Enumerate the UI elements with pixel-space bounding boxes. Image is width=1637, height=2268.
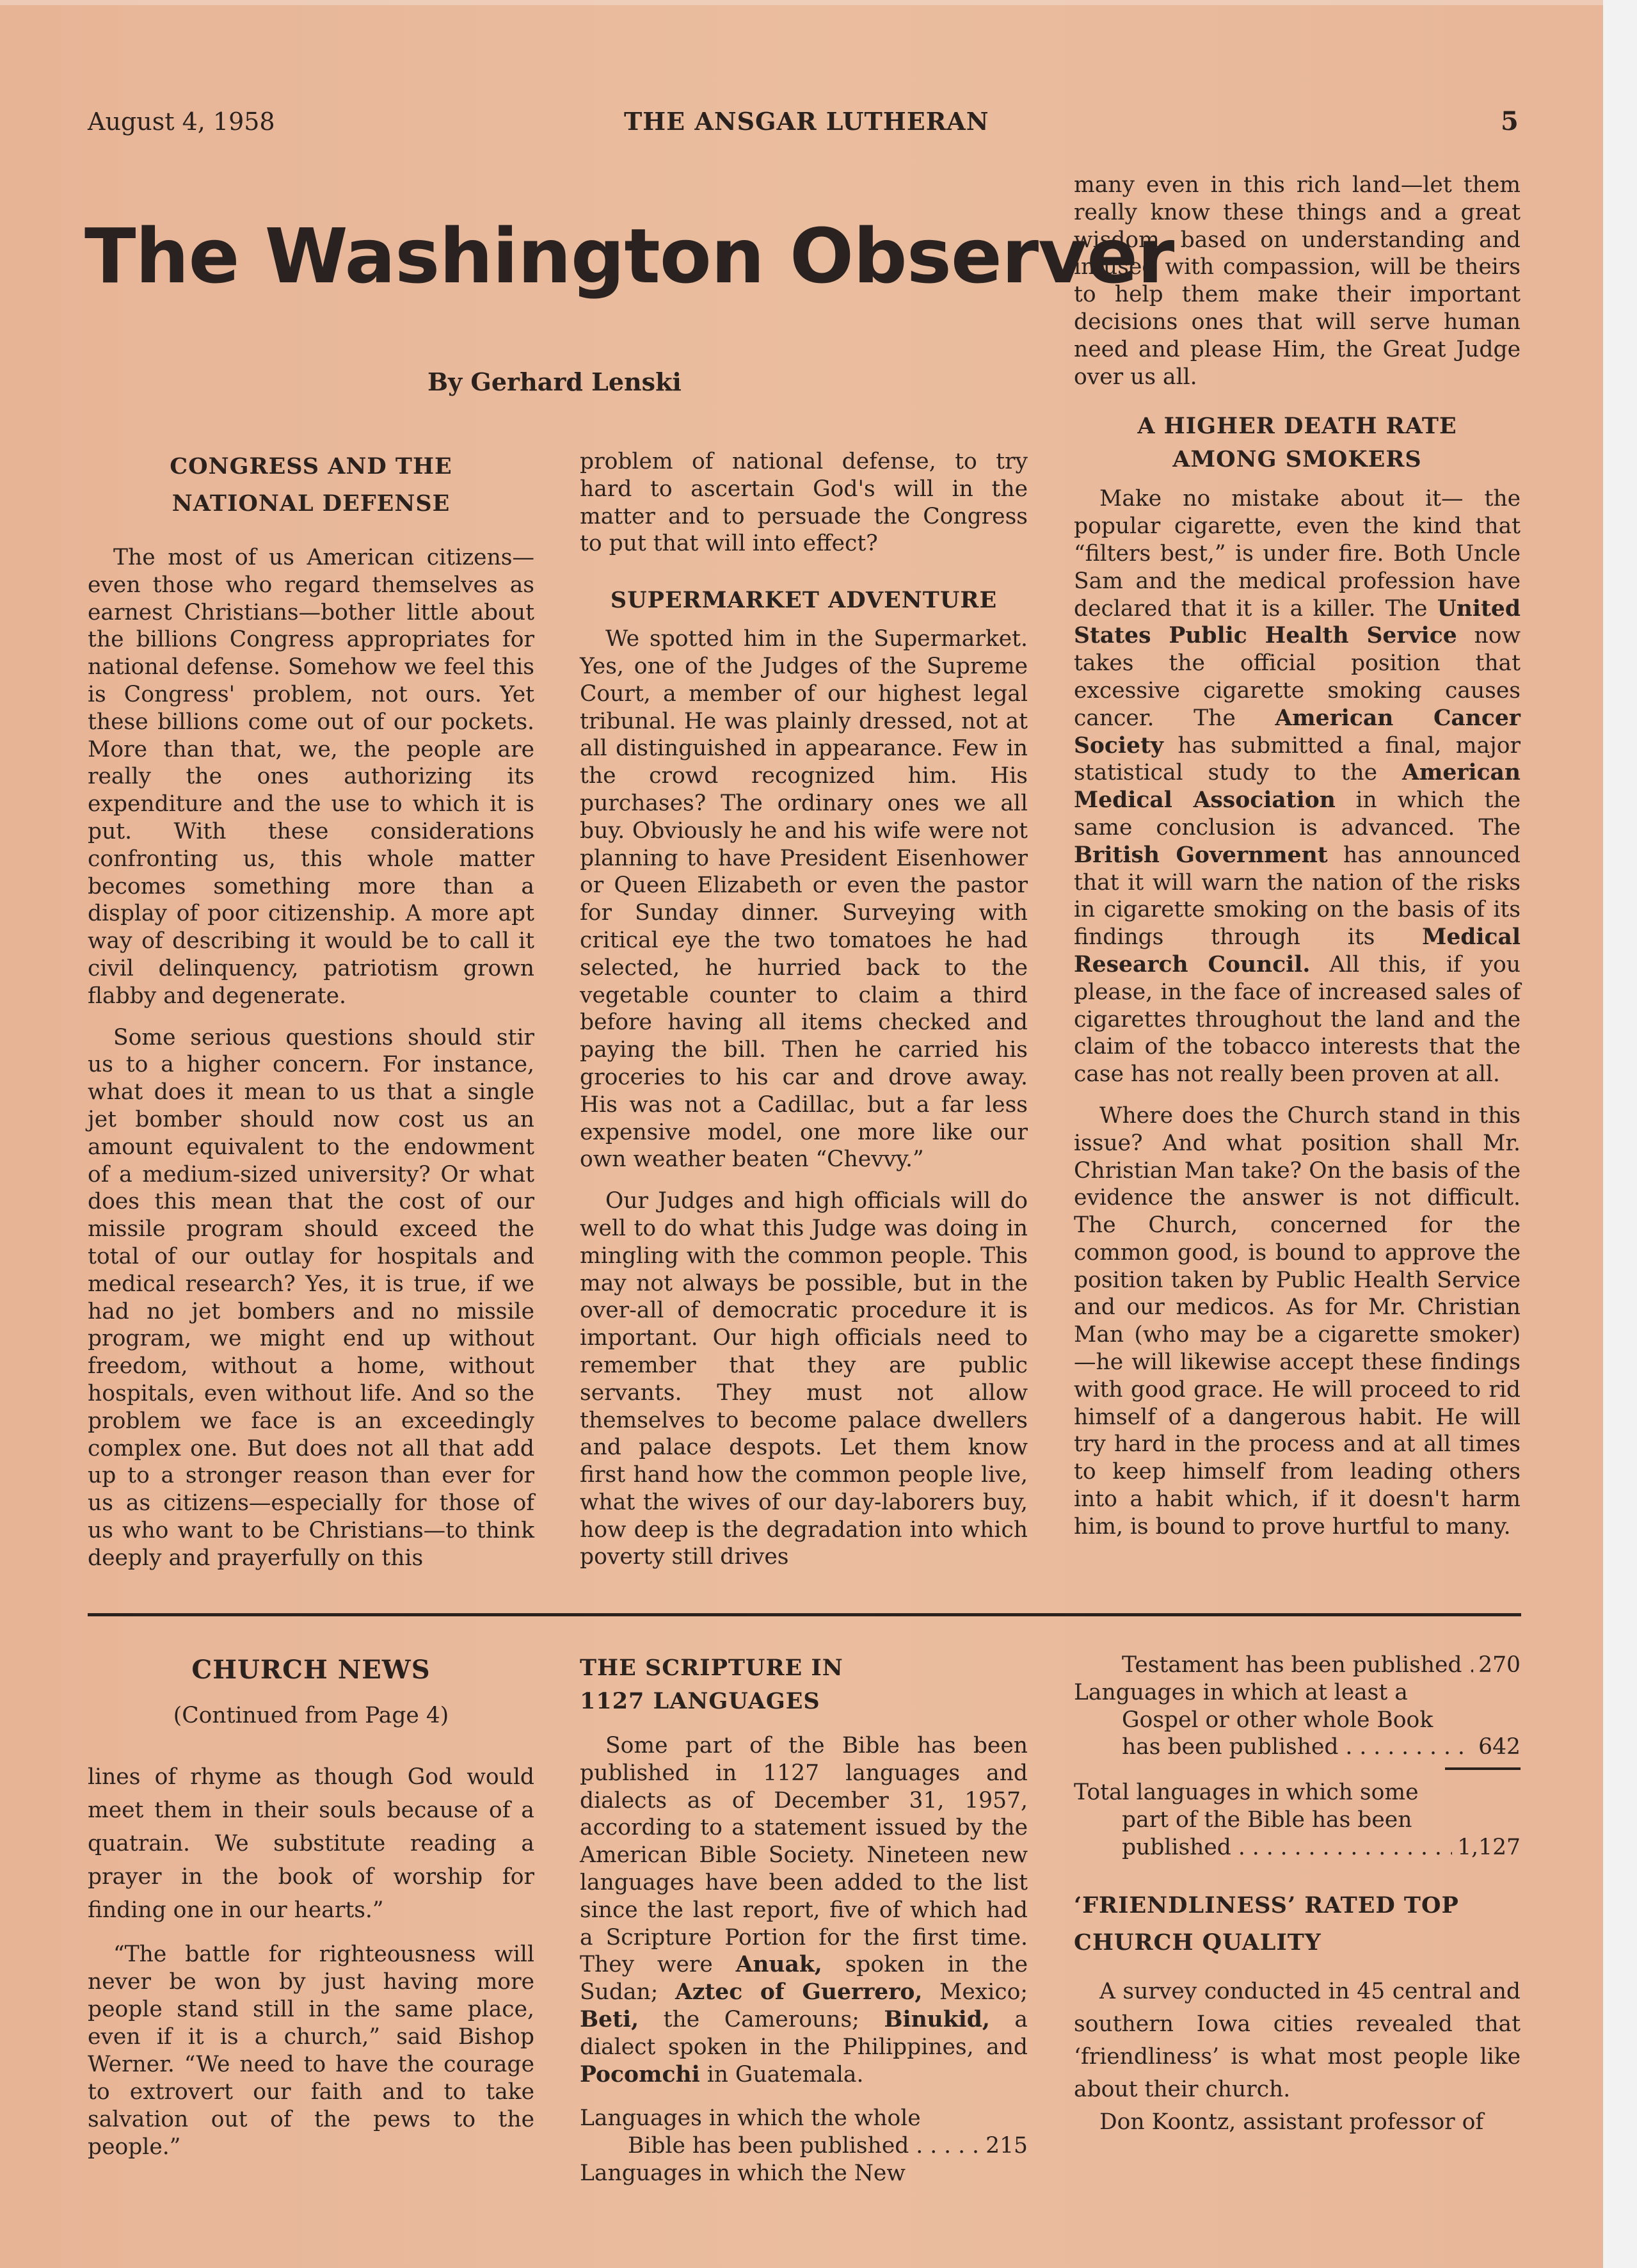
stat-label: Languages in which the whole [580,2105,921,2132]
stat-row [580,2132,1028,2160]
smokers-heading-line-2: AMONG SMOKERS [1172,446,1422,473]
supermarket-paragraph-1: We spotted him in the Supermarket. Yes, one of the Judges of the Supreme Court, a member of our highest legal tribunal. He was plainly dressed, not at all distinguished in appearance. Few in the crowd recognized him. His purchases? The ordinary ones we all buy. Obviously he and his wife were not planning to have President Eisenhower or Queen Elizabeth or even the pastor for Sunday dinner. Surveying with critical eye the two tomatoes he had selected, he hurried back to the vegetable counter to claim a third before having all items checked and paying the bill. Then he carried his groceries to his car and drove away. His was not a Cadillac, but a far less expensive model, one more like our own weather beaten “Chevvy.” [580,626,1028,1173]
total-rule [1445,1767,1521,1770]
column-masthead: The Washington Observer [84,212,1174,300]
stats-list [580,2105,1028,2187]
article-heading-supermarket: SUPERMARKET ADVENTURE [610,587,998,614]
bold-phrase: United States Public Health Service [1074,595,1521,649]
supermarket-paragraph-2: Our Judges and high officials will do well to do what this Judge was doing in mingling with the common people. This may not always be possible, but in the over-all of democratic procedure it is important. Our high officials need to remember that they are public servants. They must not allow themselves to become palace dwellers and palace despots. Let them know first hand how the common people live, what the wives of our day-laborers buy, how deep is the degradation into which poverty still drives [580,1188,1028,1570]
stat-value: 270 [1478,1652,1521,1678]
stat-value: 215 [986,2133,1028,2159]
church-news-paragraph-2: “The battle for righteousness will never be won by just having more people stand still in the same place, even if it is a church,” said Bishop Werner. “We need to have the courage to extrovert our faith and to take salvation out of the pews to the people.” [88,1942,534,2160]
stat-label: Languages in which the New [580,2160,906,2186]
friendliness-paragraph-2: Don Koontz, assistant professor of [1099,2109,1484,2135]
smokers-heading-line-1: A HIGHER DEATH RATE [1137,413,1457,440]
article-heading-smokers [1074,410,1521,476]
bold-phrase: Binukid, [884,2006,990,2032]
stat-row [1074,1733,1521,1761]
bold-phrase: Medical Research Council. [1074,924,1521,977]
smokers-paragraph-1: Make no mistake about it— the popular cigarette, even the kind that “filters best,” is under fire. Both Uncle Sam and the medical profession have declared that it is a killer. The United States Public Health Service now takes the official position that excessive cigarette smoking causes cancer. The American Cancer Society has submitted a final, major statistical study to the American Medical Association in which the same conclusion is advanced. The British Government has announced that it will warn the nation of the risks in cigarette smoking on the basis of its findings through its Medical Research Council. All this, if you please, in the face of increased sales of cigarettes throughout the land and the claim of the tobacco interests that the case has not really been proven at all. [1074,486,1521,1088]
bold-phrase: Beti, [580,2006,639,2032]
section-divider-rule [88,1613,1521,1616]
stat-label: Languages in which at least a [1074,1679,1408,1705]
publication-name: THE ANSGAR LUTHERAN [624,107,989,136]
stat-row [1074,1652,1521,1679]
friendliness-paragraph-1: A survey conducted in 45 central and southern Iowa cities revealed that ‘friendliness’ is what most people like about their church. [1074,1978,1521,2102]
friendliness-heading-line-2: CHURCH QUALITY [1074,1929,1322,1956]
congress-paragraph-2: Some serious questions should stir us to a higher concern. For instance, what does it mean to us that a single jet bomber should now cost us an amount equivalent to the endowment of a medium-sized university? Or what does this mean that the cost of our missile program should exceed the total of our outlay for hospitals and medical research? Yes, it is true, if we had no jet bombers and no missile program, we might end up without freedom, without a home, without hospitals, even without life. And so the problem we face is an exceedingly complex one. But does not all that add up to a stronger reason than ever for us as citizens—especially for those of us who want to be Christians—to think deeply and prayerfully on this [88,1024,534,1571]
congress-paragraph-1: The most of us American citizens—even those who regard themselves as earnest Christians—bother little about the billions Congress appropriates for national defense. Somehow we feel this is Congress' problem, not ours. Yet these billions come out of our pockets. More than that, we, the people are really the ones authorizing its expenditure and the use to which it is put. With these considerations confronting us, this whole matter becomes something more than a display of poor citizenship. A more apt way of describing it would be to call it civil delinquency, patriotism grown flabby and degenerate. [88,545,534,1009]
stat-label: part of the Bible has been [1122,1806,1412,1833]
stat-label: has been published . . . [1122,1733,1473,1761]
scripture-column [580,1652,1028,2187]
bold-phrase: American Medical Association [1074,760,1521,814]
scripture-heading [580,1652,1028,1718]
byline: By Gerhard Lenski [427,367,682,396]
stat-label: Gospel or other whole Book [1122,1707,1433,1733]
page-number: 5 [1501,106,1519,136]
bold-phrase: Anuak, [735,1952,822,1978]
bold-phrase: Pocomchi [580,2061,700,2087]
stat-label: published . . . [1122,1834,1452,1862]
scripture-paragraph-1: Some part of the Bible has been published in 1127 languages and dialects as of December 31, 1957, according to a statement issued by the American Bible Society. Nineteen new languages have been added to the list since the last report, five of which had a Scripture Portion for the first time. They were Anuak, spoken in the Sudan; Aztec of Guerrero, Mexico; Beti, the Camerouns; Binukid, a dialect spoken in the Philippines, and Pocomchi in Guatemala. [580,1733,1028,2087]
stat-value: 1,127 [1457,1834,1521,1860]
column-1 [88,448,534,1572]
issue-date: August 4, 1958 [88,108,275,136]
stat-row [1074,1834,1521,1862]
column-2 [580,448,1028,1571]
column-3 [1074,172,1521,1541]
friendliness-heading [1074,1887,1521,1961]
stat-value: 642 [1478,1734,1521,1760]
continued-note: (Continued from Page 4) [173,1703,449,1728]
bottom-right-column [1074,1652,1521,2139]
congress-paragraph-3: problem of national defense, to try hard to ascertain God's will in the matter and to persuade the Congress to put that will into effect? [580,449,1028,557]
stat-label: Testament has been published . . . [1122,1652,1473,1679]
supermarket-paragraph-3: many even in this rich land—let them really know these things and a great wisdom, based on understanding and infused with compassion, will be theirs to help them make their important decisions ones that will serve human need and please Him, the Great Judge over us all. [1074,172,1521,390]
bold-phrase: British Government [1074,842,1328,868]
scan-background [1603,0,1637,2268]
stat-label: Total languages in which some [1074,1780,1419,1806]
article-heading-congress: CONGRESS AND THE NATIONAL DEFENSE [170,453,452,517]
church-news-column [88,1652,534,2161]
church-news-heading: CHURCH NEWS [191,1655,431,1685]
scripture-heading-line-2: 1127 LANGUAGES [580,1688,820,1714]
bold-phrase: American Cancer Society [1074,705,1521,759]
church-news-paragraph-1: lines of rhyme as though God would meet them in their souls because of a quatrain. We substitute reading a prayer in the book of worship for finding one in our hearts.” [88,1764,534,1923]
stat-label: Bible has been published . . . [628,2132,980,2160]
friendliness-heading-line-1: ‘FRIENDLINESS’ RATED TOP [1074,1892,1459,1918]
smokers-paragraph-2: Where does the Church stand in this issue? And what position shall Mr. Christian Man take? On the basis of the evidence the answer is not difficult. The Church, concerned for the common good, is bound to approve the position taken by Public Health Service and our medicos. As for Mr. Christian Man (who may be a cigarette smoker)—he will likewise accept these findings with good grace. He will proceed to rid himself of a dangerous habit. He will try hard in the process and at all times to keep himself from leading others into a habit which, if it doesn't harm him, is bound to prove hurtful to many. [1074,1102,1521,1540]
bold-phrase: Aztec of Guerrero, [675,1979,923,2006]
scripture-heading-line-1: THE SCRIPTURE IN [580,1655,843,1681]
page-top-edge [0,0,1603,5]
